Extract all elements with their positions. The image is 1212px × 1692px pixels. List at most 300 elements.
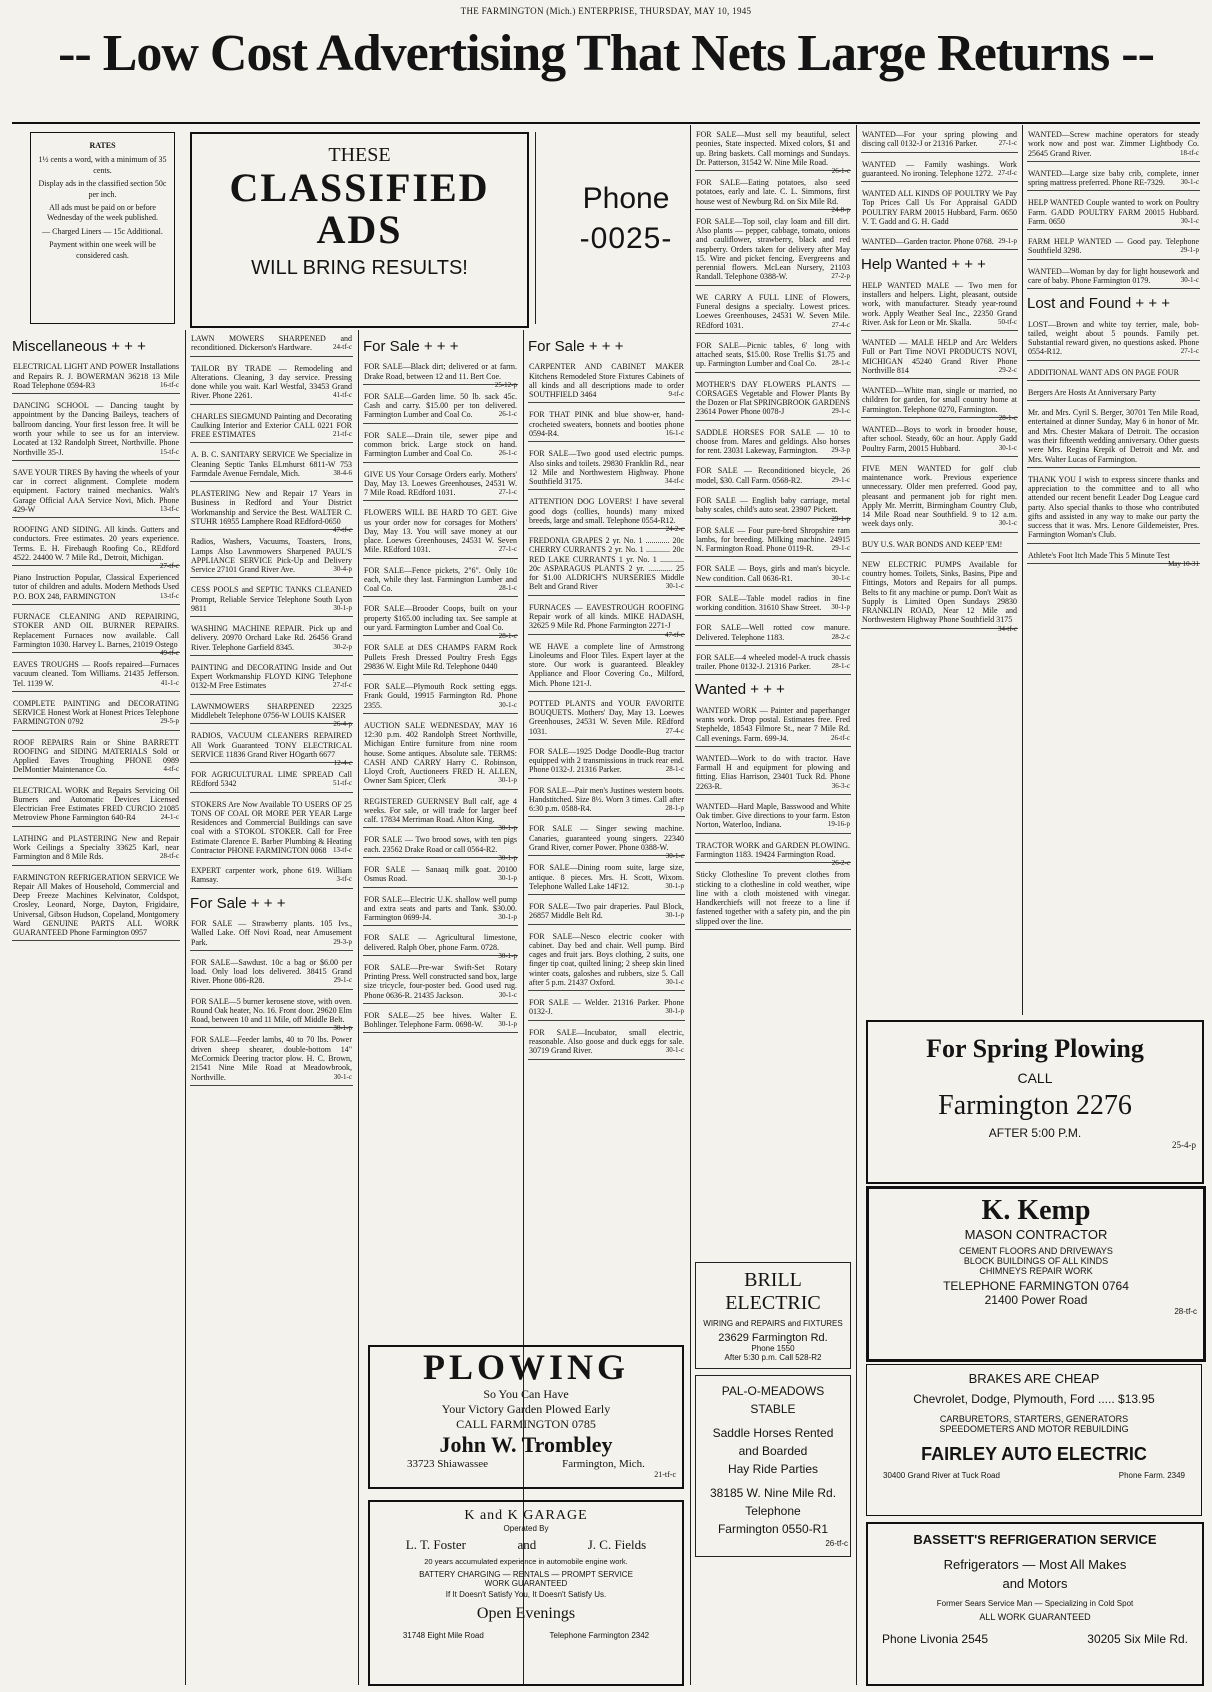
- ad-text: FIVE MEN WANTED for golf club maintenance work. Previous experience unnecessary. Older men preferred. Good pay, pleasant and permanent job for right men. Apply Mr. Merritt, Birmingham Country Club, 14 Mile Road near Southfield. 9 to 12 a.m. week days only.: [862, 463, 1017, 529]
- classified-ad: [695, 752, 851, 795]
- ad-text: WANTED—Boys to work in brooder house, after school. Steady, 60c an hour. Apply Gadd Poultry Farm, 20015 Hubbard.: [862, 424, 1017, 453]
- ad-code: 27-4-c: [831, 320, 850, 329]
- classified-ad: [190, 661, 353, 695]
- ad-code: 27-1-c: [998, 139, 1017, 148]
- classified-ad: [528, 640, 685, 692]
- ad-code: 29-3-p: [831, 446, 850, 455]
- garage-open: Open Evenings: [476, 1605, 576, 1622]
- classified-ad: [1027, 473, 1200, 544]
- ad-text: FOR SALE — Strawberry plants. 105 Ivs., Walled Lake. Off Novi Road, near Amusement Park.: [191, 919, 352, 947]
- classified-ad: [1027, 167, 1200, 192]
- rates-line: Display ads in the classified section 50c per inch.: [38, 179, 167, 199]
- ad-code: 28-tf-c: [159, 852, 179, 861]
- ad-text: FOR SALE—Black dirt; delivered or at farm. Drake Road, between 12 and 11. Bert Coe.: [364, 362, 517, 381]
- ad-text: AUCTION SALE WEDNESDAY, MAY 16 12:30 p.m. 402 Randolph Street Northville, Michigan Entire furniture from nine room house. Some antiques. Absolute sale. TERMS: CASH AND CARRY Harry C. Robinson, Lloyd Croft, Auctioneers FRED H. ALLEN, Owner Sam Spicer, Clerk: [364, 720, 517, 786]
- ad-code: 24-1-c: [160, 813, 179, 822]
- stable-tel: Telephone: [745, 1504, 801, 1518]
- kemp-phone: TELEPHONE FARMINGTON 0764: [943, 1279, 1129, 1293]
- classified-ad: [190, 332, 353, 357]
- plowing-line: So You Can Have: [483, 1387, 569, 1401]
- classified-ad: [1027, 196, 1200, 230]
- ad-code: 29-1-c: [333, 976, 352, 985]
- ad-code: 13-tf-c: [159, 591, 179, 600]
- classified-ad: [528, 697, 685, 740]
- bassett-title: BASSETT'S REFRIGERATION SERVICE: [913, 1532, 1157, 1547]
- ad-text: DANCING SCHOOL — Dancing taught by appointment by the Dancing Baileys, teachers of ballroom dancing. Your first lesson free. It will be worth your while to see us for an interview. Located at 132 Randolph Street, Northville. Phone Northville 35-J.: [13, 401, 179, 457]
- classified-ad: [363, 961, 518, 1004]
- ad-text: ROOFING AND SIDING. All kinds. Gutters and conductors. Free estimates. 20 years experience. Terms. E. H. Firebaugh Roofing Co., REdford 4522. 24400 W. 7 Mile Rd., Detroit, Michigan.: [13, 525, 179, 562]
- plowing-title: PLOWING: [422, 1347, 629, 1387]
- ad-text: PLASTERING New and Repair 17 Years in Business in Redford and Your District Workmanship and Service the Best. WALTER C. STUHR 16955 Lamphere Road REdford-0650: [191, 489, 352, 526]
- ad-code: 28-1-c: [831, 359, 850, 368]
- ad-code: 50-tf-c: [997, 317, 1017, 326]
- ad-text: ADDITIONAL WANT ADS ON PAGE FOUR: [1028, 367, 1179, 377]
- classified-ad: [190, 535, 353, 578]
- kemp-mason-ad: [866, 1186, 1206, 1362]
- fairley-name: FAIRLEY AUTO ELECTRIC: [921, 1444, 1147, 1464]
- ad-text: CARPENTER AND CABINET MAKER Kitchens Remodeled Store Fixtures Cabinets of all kinds and all descriptions made to order SOUTHFIELD 3464: [529, 362, 684, 400]
- ad-code: 21-tf-c: [332, 430, 352, 439]
- ad-text: FOR SALE — Boys, girls and man's bicycle. New condition. Call 0636-R1.: [696, 564, 850, 583]
- ad-text: ATTENTION DOG LOVERS! I have several good dogs (collies, hounds) many mixed breeds, large and small. Telephone 0554-R12.: [529, 497, 684, 525]
- ad-code: 28-2-c: [831, 632, 850, 641]
- ad-code: 28-1-c: [831, 662, 850, 671]
- banner-rule: [12, 122, 1200, 124]
- classified-ad: [528, 534, 685, 596]
- classified-ad: [695, 176, 851, 214]
- plowing-line: Your Victory Garden Plowed Early: [441, 1402, 611, 1416]
- stable-phone: Farmington 0550-R1: [717, 1522, 829, 1536]
- classified-ad: [190, 362, 353, 405]
- column-lost-found: [1027, 128, 1200, 1013]
- ad-text: FOR SALE—5 burner kerosene stove, with oven. Round Oak heater, No. 16. Front door. 29620 Elm Road, between 10 and 11 Mile, off Middle Belt.: [191, 996, 352, 1025]
- ad-text: WANTED—Large size baby crib, complete, inner spring mattress preferred. Phone RE-7329.: [1028, 168, 1199, 188]
- ad-text: A. B. C. SANITARY SERVICE We Specialize in Cleaning Septic Tanks ELmhurst 6811-W 753 Farmdale Avenue Ferndale, Mich.: [191, 450, 352, 478]
- classified-ad: [695, 378, 851, 421]
- column-for-sale: [363, 332, 518, 1342]
- bassett-line: Refrigerators — Most All Makes: [943, 1557, 1127, 1572]
- classified-ad: [695, 868, 851, 930]
- ad-code: 28-1-c: [498, 632, 517, 641]
- classified-ad: [1027, 265, 1200, 290]
- classified-ad: [861, 538, 1018, 553]
- ad-code: 41-tf-c: [332, 391, 352, 400]
- classified-ad: [363, 1009, 518, 1034]
- ad-text: CESS POOLS and SEPTIC TANKS CLEANED Prompt, Reliable Service Telephone South Lyon 9811: [191, 585, 352, 613]
- ad-code: 30-1-p: [498, 874, 517, 883]
- garage-phone: Telephone Farmington 2342: [549, 1631, 650, 1640]
- ad-code: 30-1-p: [333, 1024, 352, 1033]
- ad-text: WASHING MACHINE REPAIR. Pick up and delivery. 20970 Orchard Lake Rd. 26456 Grand River. Telephone Garfield 8345.: [191, 624, 352, 652]
- ad-code: 26-1-c: [498, 410, 517, 419]
- ad-code: 12-4-c: [333, 759, 352, 768]
- rates-line: Payment within one week will be considered cash.: [49, 240, 156, 260]
- classified-ad: [363, 390, 518, 424]
- classified-ad: [861, 462, 1018, 533]
- ad-text: FOR SALE at DES CHAMPS FARM Rock Pullets Fresh Dressed Poultry Fresh Eggs 29836 W. Eight Mile Rd. Telephone 0440: [364, 643, 517, 671]
- garage-line: If It Doesn't Satisfy You, It Doesn't Satisfy Us.: [445, 1590, 607, 1599]
- classified-ad: [695, 704, 851, 747]
- classified-ad: [695, 621, 851, 646]
- column-miscellaneous: [12, 332, 180, 1682]
- rates-box: [30, 132, 175, 324]
- garage-and: and: [517, 1537, 537, 1552]
- ad-text: EAVES TROUGHS — Roofs repaired—Furnaces vacuum cleaned. Tom Williams. 21435 Jefferson. Tel. 1139 W.: [13, 660, 179, 688]
- ad-code: 30-1-p: [498, 854, 517, 863]
- classified-ad: [363, 506, 518, 558]
- ad-text: FOR SALE—Must sell my beautiful, select peonies, State inspected. Mixed colors, $1 and up. Bring baskets. Call mornings and Sundays. Dr. Patterson, 31542 W. Nine Mile Road.: [696, 130, 850, 167]
- classified-ad: [190, 798, 353, 860]
- ad-text: FOR SALE—Picnic tables, 6' long with attached seats, $15.00. Rose Trellis $1.75 and up. Farmington Lumber and Coal Co.: [696, 340, 850, 369]
- ad-code: 30-1-p: [498, 1020, 517, 1029]
- classified-ad: [695, 592, 851, 617]
- ad-text: HELP WANTED Couple wanted to work on Poultry Farm. GADD POULTRY FARM 20015 Hubbard. Farm. 0650: [1028, 198, 1199, 226]
- bassett-line: and Motors: [1002, 1576, 1068, 1591]
- ad-code: 30-2-p: [333, 642, 352, 651]
- column-wanted: [695, 128, 851, 1258]
- kemp-line: CEMENT FLOORS AND DRIVEWAYS: [959, 1246, 1113, 1256]
- classified-ad: [12, 466, 180, 518]
- ad-text: FOR SALE — Two brood sows, with ten pigs each. 23562 Drake Road or call 0564-R2.: [364, 835, 517, 854]
- ad-text: FOR SALE—Pair men's Justines western boots. Handstitched. Size 8½. Worn 3 times. Call after 6:30 p.m. 0588-R4.: [529, 785, 684, 814]
- classified-ad: [861, 384, 1018, 422]
- ad-code: 26-4-p: [333, 720, 352, 729]
- classified-ad: [363, 931, 518, 960]
- classified-ad: [528, 408, 685, 442]
- ad-code: 38-4-6: [333, 468, 352, 477]
- ad-text: FOR THAT PINK and blue show-er, hand-crocheted sweaters, bonnets and booties phone 0594-R4.: [529, 410, 684, 438]
- ad-text: MOTHER'S DAY FLOWERS PLANTS — CORSAGES Vegetable and Flower Plants By the Dozen or Flat SPRINGBROOK GARDENS 23614 Power Phone 0078-J: [696, 379, 850, 417]
- ad-code: 29-1-c: [831, 475, 850, 484]
- ad-text: WANTED — MALE HELP and Arc Welders Full or Part Time NOVI PRODUCTS NOVI, MICHIGAN 45240 Grand River Phone Northville 814: [862, 338, 1017, 375]
- classified-ad: [695, 464, 851, 489]
- classified-ad: [363, 641, 518, 675]
- classified-ad: [528, 1026, 685, 1060]
- classified-ad: [363, 564, 518, 598]
- ad-text: FARM HELP WANTED — Good pay. Telephone Southfield 3298.: [1028, 237, 1199, 256]
- ad-code: 36-3-c: [831, 781, 850, 790]
- kemp-address: 21400 Power Road: [984, 1293, 1088, 1307]
- classified-ad: [12, 399, 180, 461]
- ad-code: 30-1-c: [998, 443, 1017, 452]
- classified-ad: [861, 187, 1018, 230]
- classified-ad: [528, 360, 685, 403]
- ad-code: May 10-31: [1168, 559, 1199, 568]
- classified-ad: [695, 339, 851, 373]
- classified-ad: [12, 360, 180, 394]
- classified-ad: [861, 279, 1018, 331]
- stable-name1: PAL-O-MEADOWS: [721, 1384, 825, 1398]
- rates-title: RATES: [89, 141, 116, 150]
- brill-name2: ELECTRIC: [725, 1292, 821, 1314]
- classified-ad: [12, 784, 180, 827]
- section-heading: For Sale + + +: [190, 894, 286, 912]
- ad-text: Radios, Washers, Vacuums, Toasters, Irons, Lamps Also Lawnmowers Sharpened PAUL'S APPLIANCE SERVICE Pick-Up and Delivery Service 27101 Grand River Ave.: [191, 537, 352, 575]
- ad-code: 16-1-c: [665, 428, 684, 437]
- column-rule: [690, 125, 691, 1685]
- ad-text: LOST—Brown and white toy terrier, male, bob-tailed, weight about 5 pounds. Family pet. Substantial reward given, no questions asked. Phone 0554-R12.: [1028, 319, 1199, 357]
- ad-code: 28-1-c: [998, 413, 1017, 422]
- kk-garage-ad: [368, 1500, 684, 1686]
- ad-code: 18-tf-c: [1179, 148, 1199, 157]
- ad-code: 29-1-p: [831, 514, 850, 523]
- classified-ad: [363, 602, 518, 641]
- ad-code: 25-12-p: [494, 380, 517, 389]
- ad-text: FOR SALE—1925 Dodge Doodle-Bug tractor equipped with 2 transmissions in truck rear end. Phone 0132-J. 21316 Parker.: [529, 746, 684, 775]
- classified-ad: [861, 336, 1018, 379]
- ad-text: THANK YOU I wish to express sincere thanks and appreciation to the committee and to all who attended our recent benefit Leader Dog League card party. Also special thanks to those who contributed gifts and assisted in any way to make our party the success that it was. Mrs. Lenore Gildemeister, Pres. Farmington Woman's Club.: [1028, 474, 1199, 540]
- section-heading: For Sale + + +: [528, 338, 624, 355]
- ad-text: BUY U.S. WAR BONDS AND KEEP 'EM!: [862, 539, 1003, 549]
- ad-code: 26-2-c: [831, 859, 850, 868]
- classified-ad: [695, 494, 851, 523]
- ad-code: 49-tf-c: [159, 649, 179, 658]
- promo-phone-box: [535, 132, 716, 324]
- classified-ad: [190, 583, 353, 617]
- stable-line: and Boarded: [738, 1444, 808, 1458]
- classified-ad: [528, 930, 685, 992]
- classified-ad: [528, 900, 685, 925]
- ad-code: 3-tf-c: [336, 875, 352, 884]
- ad-code: 28-1-c: [665, 765, 684, 774]
- ad-text: FOR SALE—Drain tile, sewer pipe and common brick. Large stock on hand. Farmington Lumber and Coal Co.: [364, 430, 517, 459]
- stable-name2: STABLE: [750, 1402, 796, 1416]
- classified-ad: [1027, 549, 1200, 568]
- classified-ad: [1027, 318, 1200, 361]
- section-heading-text: Wanted + + +: [695, 681, 785, 699]
- fairley-footer: [867, 1465, 1201, 1480]
- ad-text: Bergers Are Hosts At Anniversary Party: [1028, 387, 1157, 397]
- ad-text: LAWN MOWERS SHARPENED and reconditioned. Dickerson's Hardware.: [191, 334, 352, 353]
- classified-ad: [528, 822, 685, 861]
- classified-ad: [528, 495, 685, 534]
- ad-code: 30-1-p: [333, 603, 352, 612]
- brill-sub: WIRING and REPAIRS and FIXTURES: [703, 1319, 843, 1328]
- classified-promo: [190, 132, 529, 328]
- promo-ads: ADS: [316, 207, 403, 252]
- ad-code: 26-1-c: [831, 167, 850, 176]
- bassett-address: 30205 Six Mile Rd.: [1087, 1632, 1188, 1646]
- classified-ad: [695, 839, 851, 868]
- classified-ad: [695, 800, 851, 834]
- section-heading: Miscellaneous + + +: [12, 338, 146, 355]
- classified-ad: [695, 128, 851, 176]
- ad-code: 30-1-p: [831, 603, 850, 612]
- classified-ad: [190, 700, 353, 729]
- classified-ad: [190, 487, 353, 535]
- ad-code: 27-1-c: [1180, 347, 1199, 356]
- classified-ad: [1027, 235, 1200, 260]
- classified-ad: [861, 423, 1018, 457]
- rates-line: All ads must be paid on or before Wednesday of the week published.: [46, 202, 159, 223]
- ad-text: Athlete's Foot Itch Made This 5 Minute Test: [1028, 550, 1170, 560]
- ad-text: FOR SALE — Singer sewing machine. Canaries, guaranteed young singers. 22340 Grand River, corner Power. Phone 0388-W.: [529, 824, 684, 853]
- ad-text: FOR SALE — Welder. 21316 Parker. Phone 0132-J.: [529, 998, 684, 1017]
- ad-code: 24-8-p: [831, 205, 850, 214]
- ad-code: 29-1-c: [831, 407, 850, 416]
- ad-text: WE CARRY A FULL LINE of Flowers, Funeral designs a specialty. Lowest prices. Loewes Greenhouses, 24531 W. Seven Mile. REdford 1031.: [696, 292, 850, 330]
- classified-ad: [190, 917, 353, 951]
- ad-code: 4-tf-c: [163, 765, 179, 774]
- ad-text: LAWNMOWERS SHARPENED 22325 Middlebelt Telephone 0756-W LOUIS KAISER: [191, 701, 352, 720]
- classified-ad: [363, 893, 518, 927]
- classified-ad: [528, 745, 685, 779]
- stable-code: 26-tf-c: [825, 1539, 848, 1548]
- ad-text: FOR SALE—Well rotted cow manure. Delivered. Telephone 1183.: [696, 623, 850, 642]
- brakes-line: CARBURETORS, STARTERS, GENERATORS: [939, 1414, 1129, 1424]
- ad-code: 30-1-p: [498, 913, 517, 922]
- ad-code: 30-1-p: [665, 1007, 684, 1016]
- plowing-city: Farmington, Mich.: [562, 1458, 645, 1470]
- section-heading: For Sale + + +: [363, 338, 459, 355]
- ad-code: 30-1-c: [1180, 275, 1199, 284]
- rates-line: — Charged Liners — 15c Additional.: [42, 226, 163, 236]
- ad-text: FOR SALE—Electric U.K. shallow well pump and extra seats and parts and Tank. $30.00. Farmington 0699-J4.: [364, 894, 517, 923]
- ad-code: 29-2-c: [998, 365, 1017, 374]
- ad-code: 30-1-p: [498, 824, 517, 833]
- ad-text: FURNACE CLEANING AND REPAIRING, STOKER AND OIL BURNER REPAIRS. Replacement Furnaces now available. Call Farmington 1030. Harvey L. Barnes, 21019 Ostego: [13, 611, 179, 649]
- ad-code: 30-1-c: [665, 977, 684, 986]
- stable-line: Hay Ride Parties: [727, 1462, 819, 1476]
- classified-ad: [12, 736, 180, 779]
- classified-ad: [190, 768, 353, 793]
- ad-code: 30-1-c: [665, 852, 684, 861]
- classified-ad: [695, 291, 851, 334]
- ad-text: FOR SALE—Brooder Coops, built on your property $165.00 including tax. See sample at our yard. Farmington Lumber and Coal Co.: [364, 604, 517, 632]
- stable-line: Saddle Horses Rented: [712, 1426, 834, 1440]
- ad-code: 34-tf-c: [664, 477, 684, 486]
- plowing-address-row: [370, 1458, 682, 1470]
- ad-text: RADIOS, VACUUM CLEANERS REPAIRED All Work Guaranteed TONY ELECTRICAL SERVICE 11836 Grand River HOgarth 6677: [191, 731, 352, 759]
- brill-name1: BRILL: [744, 1269, 802, 1291]
- ad-code: 28-1-c: [498, 584, 517, 593]
- ad-code: 27-tf-c: [159, 562, 179, 571]
- ad-text: WANTED—Woman by day for light housework and care of baby. Phone Farmington 0179.: [1028, 266, 1199, 285]
- fairley-address: 30400 Grand River at Tuck Road: [883, 1471, 1000, 1480]
- ad-text: REGISTERED GUERNSEY Bull calf, age 4 weeks. For sale, or will trade for larger beef calf. 17834 Merriman Road. Alton King.: [364, 796, 517, 825]
- fairley-auto-ad: [866, 1364, 1202, 1516]
- ad-text: FURNACES — EAVESTROUGH ROOFING Repair work of all kinds. MIKE HADASH, 32625 9 Mile Rd. Phone Farmington 2271-J: [529, 602, 684, 631]
- ad-text: GIVE US Your Corsage Orders early. Mothers' Day, May 13. Loewes Greenhouses, 24531 W. 7 Mile Road. REdford 1031.: [364, 469, 517, 498]
- ad-text: FOR SALE—Dining room suite, large size, antique. 8 pieces. Mrs. H. Scott, Wixom. Telephone Walled Lake 14F12.: [529, 863, 684, 891]
- ad-text: FOR SALE — Sanaaq milk goat. 20100 Osmus Road.: [364, 865, 517, 884]
- classified-ad: [861, 235, 1018, 250]
- ad-code: 13-tf-c: [332, 845, 352, 854]
- classified-ad: [528, 784, 685, 818]
- ad-text: ELECTRICAL LIGHT AND POWER Installations and Repairs R. J. BOWERMAN 36218 13 Mile Road Telephone 0594-R3: [13, 362, 179, 390]
- classified-ad: [528, 601, 685, 639]
- ad-code: 30-1-c: [998, 519, 1017, 528]
- ad-code: 30-1-c: [498, 990, 517, 999]
- ad-text: WE HAVE a complete line of Armstrong Linoleums and Floor Tiles. Expert layer at the store. Our work is guaranteed. Bleakley Appliance and Floor Covering Co., Milford, Mich. Phone 121-J.: [529, 641, 684, 688]
- page-folio: THE FARMINGTON (Mich.) ENTERPRISE, THURSDAY, MAY 10, 1945: [460, 6, 752, 16]
- ad-text: SADDLE HORSES FOR SALE — 10 to choose from. Mares and geldings. Also horses for rent. 23031 Lakeway, Farmington.: [696, 427, 850, 456]
- ad-text: FOR SALE—Top soil, clay loam and fill dirt. Also plants — pepper, cabbage, tomato, onions and cauliflower, strawberry, black and red raspberry. Orders taken for delivery after May 15. Wire and picket fencing. Evergreens and perennial flowers. McLean Nursery, 21103 Randall. Telephone 0388-W.: [696, 216, 850, 282]
- plowing-line: CALL FARMINGTON 0785: [456, 1417, 596, 1431]
- ad-text: NEW ELECTRIC PUMPS Available for country homes. Toilets, Sinks, Basins, Pipe and Fittings, Motors and Repairs for all pumps. Belts to fit any machine or pump. Don't Wait as Supply is Limited Open Sundays 29830 FRANKLIN ROAD, Near 12 Mile and Northwestern Highway Phone Southfield 3175: [862, 559, 1017, 625]
- classified-ad: [12, 832, 180, 866]
- garage-line: WORK GUARANTEED: [484, 1579, 568, 1588]
- bassett-footer: [868, 1622, 1202, 1646]
- ad-text: Sticky Clothesline To prevent clothes from sticking to a clothesline in cold weather, wipe line with a cloth moistened with vinegar. Handkerchiefs will not freeze to a line if fastened together with a safety pin, and the pin slipped over the line.: [696, 870, 850, 926]
- ad-code: 29-3-p: [333, 937, 352, 946]
- garage-line: BATTERY CHARGING — RENTALS — PROMPT SERVICE: [419, 1570, 633, 1579]
- garage-operated: Operated By: [503, 1524, 549, 1533]
- classified-ad: [861, 558, 1018, 633]
- brill-address: 23629 Farmington Rd.: [718, 1332, 828, 1344]
- ad-code: 27-4-c: [665, 726, 684, 735]
- classified-ad: [12, 571, 180, 605]
- ad-text: PAINTING and DECORATING Inside and Out Expert Workmanship FLOYD KING Telephone 0132-M Free Estimates: [191, 662, 352, 691]
- ad-code: 29-5-p: [160, 717, 179, 726]
- classified-ad: [190, 995, 353, 1033]
- ad-code: 26-1-c: [498, 449, 517, 458]
- ad-code: 28-1-p: [665, 804, 684, 813]
- trombley-plowing-ad: [368, 1345, 684, 1489]
- classified-ad: [363, 833, 518, 863]
- ad-text: Piano Instruction Popular, Classical Experienced tutor of children and adults. Modern Methods Used P.O. BOX 248, FARMINGTON: [13, 573, 179, 601]
- ad-text: FREDONIA GRAPES 2 yr. No. 1 ............ 20c CHERRY CURRANTS 2 yr. No. 1 ............ 20c RED LAKE CURRANTS 1 yr. No. 1 ............ 20c ASPARAGUS PLANTS 2 yr. ............ 25 for $1.00 ALDRICH'S NURSERIES Middle Belt and Grand River: [529, 536, 684, 592]
- classified-ad: [12, 523, 180, 571]
- ad-text: POTTED PLANTS and YOUR FAVORITE BOUQUETS. Mothers' Day, May 13. Loewes Greenhouses, 24531 W. Seven Mile. REdford 1031.: [529, 698, 684, 736]
- ad-code: 15-tf-c: [159, 447, 179, 456]
- classified-ad: [363, 429, 518, 463]
- bassett-line: Former Sears Service Man — Specializing in Cold Spot: [936, 1599, 1134, 1608]
- ad-code: 16-tf-c: [159, 380, 179, 389]
- column-rule: [185, 330, 186, 1685]
- ad-text: FOR SALE—Two pair draperies. Paul Block, 26857 Middle Belt Rd.: [529, 902, 684, 921]
- classified-ad: [190, 448, 353, 482]
- ad-code: 30-1-p: [498, 776, 517, 785]
- classified-ad: [12, 610, 180, 658]
- promo-phone-number: -0025-: [579, 222, 673, 255]
- ad-text: FARMINGTON REFRIGERATION SERVICE We Repair All Makes of Household, Commercial and Deep Freeze Machines Kelvinator, Coldspot, Crosley, Leonard, Norge, Dayton, Frigidaire, Universal, Gibson Hudson, Copeland, Montgomery Ward GENUINE PARTS ALL WORK GUARANTEED Phone Farmington 0957: [13, 872, 179, 938]
- section-heading: Help Wanted + + +: [861, 256, 986, 274]
- stable-ad: [695, 1375, 851, 1557]
- ad-text: EXPERT carpenter work, phone 619. William Ramsay.: [191, 866, 352, 885]
- ad-text: FOR SALE—Sawdust. 10c a bag or $6.00 per load. Only load lots delivered. 38415 Grand River. Phone 086-R28.: [191, 957, 352, 986]
- ad-text: WANTED—For your spring plowing and discing call 0132-J or 21316 Parker.: [862, 130, 1017, 149]
- plowing-name: John W. Trombley: [439, 1432, 613, 1457]
- plowing-address: 33723 Shiawassee: [407, 1458, 489, 1470]
- kemp-line: BLOCK BUILDINGS OF ALL KINDS: [963, 1256, 1109, 1266]
- garage-address: 31748 Eight Mile Road: [402, 1631, 484, 1640]
- page-banner: -- Low Cost Advertising That Nets Large Returns --: [58, 25, 1154, 82]
- ad-text: Mr. and Mrs. Cyril S. Berger, 30701 Ten Mile Road, entertained at dinner Sunday, May 6 in honor of Mr. and Mrs. Chester Makara of Detroit. The occasion was their fifteenth wedding anniversary. Other guests were Mrs. Regina Krepik of Detroit and Mr. and Mrs. Walter Lucas of Farmington.: [1028, 408, 1199, 464]
- garage-title: K and K GARAGE: [464, 1508, 588, 1523]
- ad-code: 26-tf-c: [830, 733, 850, 742]
- ad-text: FOR SALE—Eating potatoes, also seed potatoes, early and late. C. L. Simmons, first house west of Newburg Rd. on Six Mile Rd.: [696, 178, 850, 206]
- ad-text: WANTED—Garden tractor. Phone 0768.: [862, 237, 994, 247]
- ad-text: CHARLES SIEGMUND Painting and Decorating Caulking Interior and Exterior CALL 0221 FOR FREE ESTIMATES: [191, 411, 352, 440]
- classified-ad: [1027, 366, 1200, 381]
- ad-code: 30-1-c: [831, 573, 850, 582]
- fairley-phone: Phone Farm. 2349: [1118, 1471, 1185, 1480]
- classified-ad: [190, 729, 353, 768]
- classified-ad: [12, 871, 180, 942]
- ad-code: 24-2-c: [665, 525, 684, 534]
- ad-text: FOR SALE—4 wheeled model-A truck chassis trailer. Phone 0132-J. 21316 Parker.: [696, 652, 850, 672]
- ad-code: 27-1-c: [498, 545, 517, 554]
- ad-code: 19-16-p: [827, 820, 850, 829]
- classified-ad: [363, 795, 518, 833]
- ad-code: 30-1-p: [665, 911, 684, 920]
- ad-text: LATHING and PLASTERING New and Repair Work Ceilings a Specialty 33625 Karl, near Farmington and 8 Mile Rds.: [13, 833, 179, 862]
- garage-operator: L. T. Foster: [405, 1537, 466, 1552]
- classified-ad: [363, 468, 518, 502]
- ad-text: TRACTOR WORK and GARDEN PLOWING. Farmington 1183. 19424 Farmington Road.: [696, 840, 850, 859]
- ad-code: 47-tf-c: [664, 630, 684, 639]
